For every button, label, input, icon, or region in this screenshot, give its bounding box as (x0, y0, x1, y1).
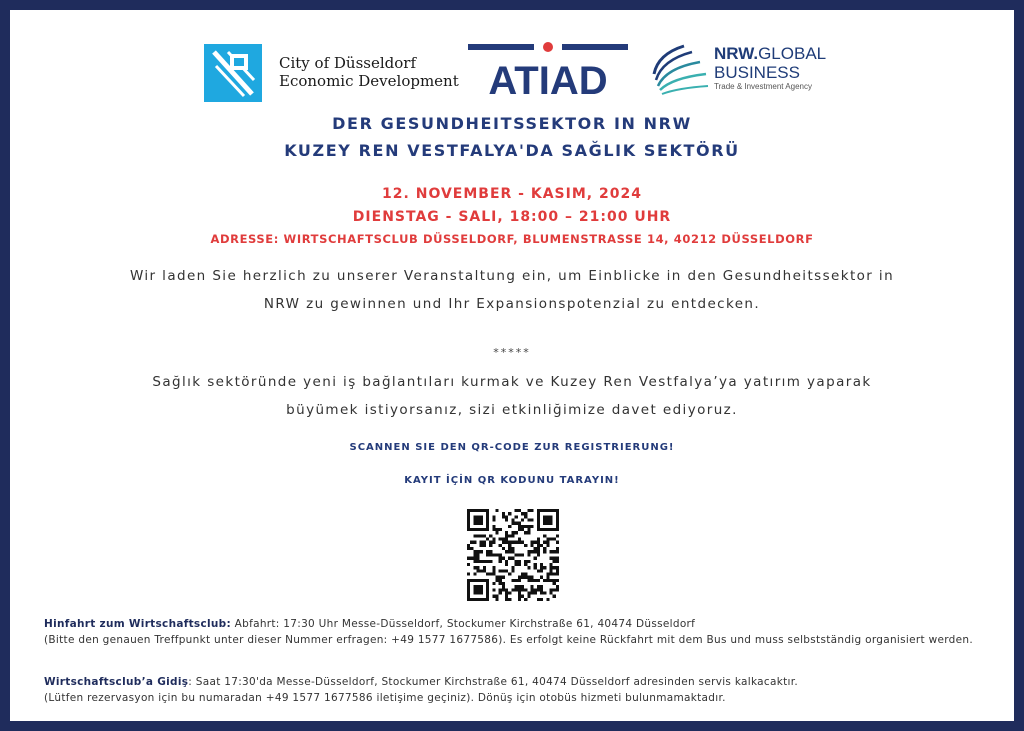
transport-tr-note: (Lütfen rezervasyon için bu numaradan +49 1577 1677586 iletişime geçiniz). Dönüş için otobüs hizmeti bulunmamaktadır. (44, 692, 726, 704)
invitation-tr-line2: büyümek istiyorsanız, sizi etkinliğimize davet ediyoruz. (286, 402, 738, 418)
nrw-global-business-logo (648, 40, 848, 104)
dusseldorf-emblem-icon (204, 44, 262, 102)
invitation-de-line2: NRW zu gewinnen und Ihr Expansionspotenzial zu entdecken. (263, 296, 761, 312)
nrw-logo-line2: BUSINESS (714, 63, 800, 82)
event-address: ADRESSE: WIRTSCHAFTSCLUB DÜSSELDORF, BLUMENSTRASSE 14, 40212 DÜSSELDORF (210, 232, 814, 246)
nrw-swirl-icon (648, 40, 712, 104)
nrw-logo-bold: NRW. (714, 44, 759, 63)
invitation-tr (10, 368, 1014, 424)
dusseldorf-logo-line1: City of Düsseldorf (279, 54, 417, 72)
atiad-logo-text: ATIAD (488, 59, 608, 102)
transport-tr-text: : Saat 17:30'da Messe-Düsseldorf, Stockumer Kirchstraße 61, 40474 Düsseldorf adresinden servis kalkacaktır. (188, 676, 799, 688)
dusseldorf-logo-line2: Economic Development (279, 72, 459, 90)
transport-info-tr (44, 674, 980, 706)
separator: ***** (493, 346, 531, 359)
transport-info-de (44, 616, 980, 648)
event-time: DIENSTAG - SALI, 18:00 – 21:00 UHR (352, 209, 672, 225)
register-cta-de: SCANNEN SIE DEN QR-CODE ZUR REGISTRIERUNG! (349, 442, 675, 453)
logo-bar (10, 38, 1014, 108)
invitation-tr-line1: Sağlık sektöründe yeni iş bağlantıları kurmak ve Kuzey Ren Vestfalya’ya yatırım yaparak (152, 374, 872, 390)
registration-qr-code[interactable] (467, 509, 559, 601)
page-title-de: DER GESUNDHEITSSEKTOR IN NRW (332, 114, 692, 133)
transport-de-note: (Bitte den genauen Treffpunkt unter dieser Nummer erfragen: +49 1577 1677586). Es erfolgt keine Rückfahrt mit dem Bus und muss selbstständig organisiert werden. (44, 634, 973, 646)
nrw-logo-thin: GLOBAL (758, 44, 827, 63)
register-cta-tr: KAYIT İÇİN QR KODUNU TARAYIN! (404, 475, 620, 486)
transport-de-text: Abfahrt: 17:30 Uhr Messe-Düsseldorf, Stockumer Kirchstraße 61, 40474 Düsseldorf (231, 618, 696, 630)
transport-de-label: Hinfahrt zum Wirtschaftsclub: (44, 618, 231, 630)
invitation-de-line1: Wir laden Sie herzlich zu unserer Veranstaltung ein, um Einblicke in den Gesundheitssektor in (129, 268, 895, 284)
page-title-tr: KUZEY REN VESTFALYA'DA SAĞLIK SEKTÖRÜ (284, 141, 740, 160)
event-date: 12. NOVEMBER - KASIM, 2024 (382, 186, 642, 202)
atiad-logo (468, 42, 628, 102)
transport-tr-label: Wirtschaftsclub’a Gidiş (44, 676, 189, 688)
invitation-card (10, 10, 1014, 721)
invitation-de (10, 262, 1014, 318)
nrw-logo-tagline: Trade & Investment Agency (714, 82, 812, 91)
